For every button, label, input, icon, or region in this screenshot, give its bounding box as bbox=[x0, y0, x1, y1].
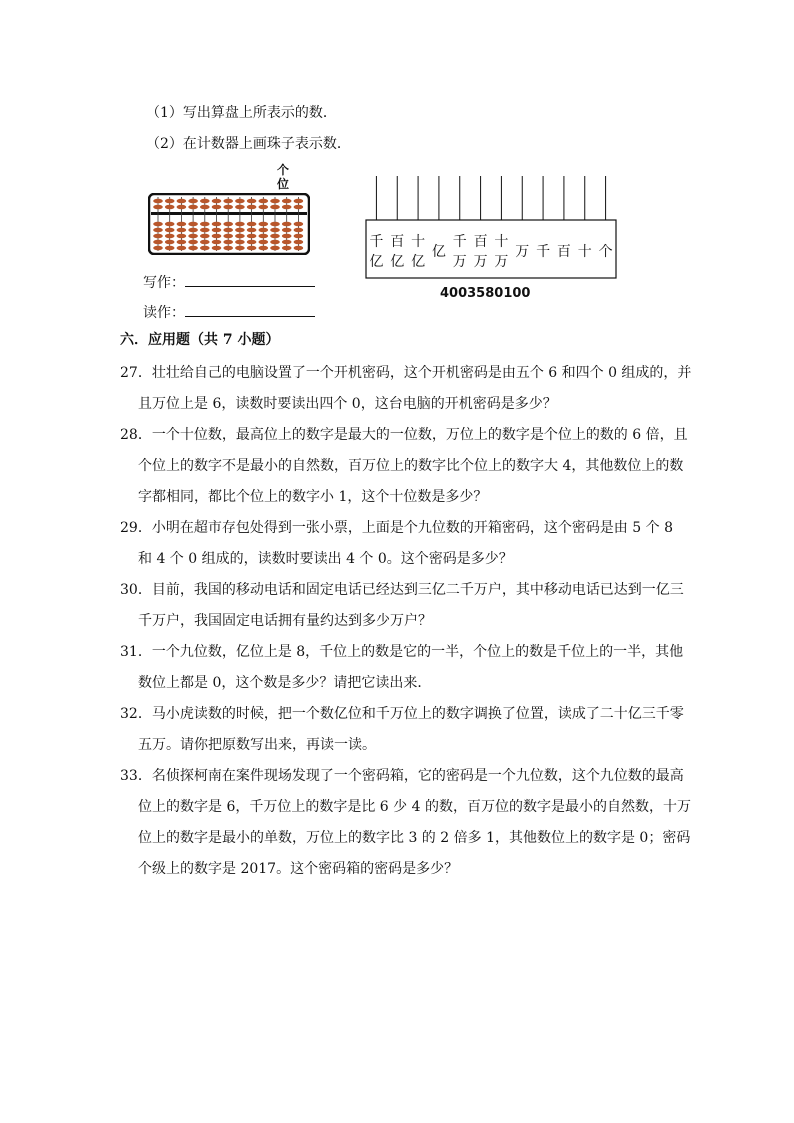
abacus-bead bbox=[247, 246, 257, 251]
counter-place-label-unit: 万 bbox=[452, 254, 467, 270]
abacus-bead bbox=[165, 240, 175, 245]
abacus-bead bbox=[200, 240, 210, 245]
counter-place-label: 百 bbox=[390, 234, 405, 250]
abacus-bead bbox=[188, 199, 198, 204]
counter-place-label: 亿 bbox=[431, 244, 446, 260]
abacus-bead bbox=[165, 246, 175, 251]
abacus-bead bbox=[282, 228, 292, 233]
counter-place-label: 千 bbox=[536, 244, 551, 260]
abacus-bead bbox=[270, 246, 280, 251]
abacus-bead bbox=[259, 240, 269, 245]
abacus-bead bbox=[177, 205, 187, 210]
abacus-bead bbox=[259, 246, 269, 251]
question-line: 个位上的数字不是最小的自然数，百万位上的数字比个位上的数字大 4，其他数位上的数 bbox=[138, 458, 684, 474]
abacus-bead bbox=[188, 234, 198, 239]
question-line: 位上的数字是最小的单数，万位上的数字比 3 的 2 倍多 1，其他数位上的数字是 0；密码 bbox=[138, 830, 691, 846]
abacus-bead bbox=[270, 240, 280, 245]
counter-place-label-unit: 亿 bbox=[369, 254, 384, 270]
abacus-unit-label bbox=[273, 163, 293, 191]
abacus-bead bbox=[247, 240, 257, 245]
counter-place-label-unit: 万 bbox=[473, 254, 488, 270]
abacus-bead bbox=[153, 222, 163, 227]
sub-question-1: （1）写出算盘上所表示的数． bbox=[146, 105, 337, 121]
abacus-bead bbox=[200, 199, 210, 204]
abacus-bead bbox=[270, 199, 280, 204]
counter-place-label: 百 bbox=[556, 244, 571, 260]
abacus-bead bbox=[153, 228, 163, 233]
abacus-bead bbox=[294, 222, 304, 227]
question-33 bbox=[120, 766, 691, 890]
abacus-bead bbox=[270, 222, 280, 227]
abacus-bead bbox=[235, 234, 245, 239]
abacus-bead bbox=[177, 199, 187, 204]
write-label: 写作： bbox=[143, 275, 185, 291]
abacus-bead bbox=[223, 234, 233, 239]
abacus-bead bbox=[212, 222, 222, 227]
abacus-bead bbox=[282, 234, 292, 239]
abacus-bead bbox=[200, 228, 210, 233]
question-29 bbox=[120, 518, 680, 580]
abacus-bead bbox=[200, 205, 210, 210]
abacus-bead bbox=[188, 240, 198, 245]
abacus-bead bbox=[165, 234, 175, 239]
question-27 bbox=[120, 363, 692, 425]
question-line: 字都相同，都比个位上的数字小 1，这个十位数是多少？ bbox=[138, 489, 488, 505]
counter-place-label: 十 bbox=[577, 244, 592, 260]
abacus-bead bbox=[177, 246, 187, 251]
read-row bbox=[143, 302, 315, 322]
abacus-bead bbox=[235, 205, 245, 210]
abacus-bead bbox=[259, 228, 269, 233]
abacus-bead bbox=[223, 205, 233, 210]
abacus-bead bbox=[200, 222, 210, 227]
abacus-bead bbox=[223, 199, 233, 204]
section-title: 六．应用题（共 7 小题） bbox=[120, 332, 280, 348]
abacus-bead bbox=[212, 205, 222, 210]
abacus-beam bbox=[151, 212, 307, 215]
abacus-bead bbox=[294, 234, 304, 239]
abacus-bead bbox=[153, 240, 163, 245]
abacus-bead bbox=[259, 222, 269, 227]
abacus-bead bbox=[212, 199, 222, 204]
write-answer-line[interactable] bbox=[185, 272, 315, 287]
question-list bbox=[120, 363, 692, 890]
abacus-bead bbox=[223, 228, 233, 233]
abacus-bead bbox=[223, 222, 233, 227]
counter-place-label: 百 bbox=[473, 234, 488, 250]
abacus-bead bbox=[235, 246, 245, 251]
abacus-bead bbox=[177, 234, 187, 239]
abacus-bead bbox=[294, 246, 304, 251]
abacus-bead bbox=[270, 228, 280, 233]
abacus-bead bbox=[212, 246, 222, 251]
question-line: 27．壮壮给自己的电脑设置了一个开机密码，这个开机密码是由五个 6 和四个 0 组成的，并 bbox=[120, 365, 692, 381]
abacus-bead bbox=[294, 199, 304, 204]
counter-place-label-unit: 亿 bbox=[390, 254, 405, 270]
abacus-bead bbox=[200, 234, 210, 239]
abacus-bead bbox=[188, 228, 198, 233]
counter-place-label: 十 bbox=[494, 234, 509, 250]
abacus-bead bbox=[188, 205, 198, 210]
abacus-bead bbox=[282, 205, 292, 210]
counter-diagram[interactable] bbox=[360, 176, 622, 280]
abacus-bead bbox=[282, 199, 292, 204]
question-line: 29．小明在超市存包处得到一张小票，上面是个九位数的开箱密码，这个密码是由 5 个 8 bbox=[120, 520, 673, 536]
question-line: 33．名侦探柯南在案件现场发现了一个密码箱，它的密码是一个九位数，这个九位数的最高 bbox=[120, 768, 684, 784]
abacus-bead bbox=[235, 199, 245, 204]
abacus-bead bbox=[294, 228, 304, 233]
abacus-bead bbox=[282, 222, 292, 227]
abacus-bead bbox=[247, 222, 257, 227]
abacus-bead bbox=[165, 222, 175, 227]
abacus-bead bbox=[165, 199, 175, 204]
question-line: 32．马小虎读数的时候，把一个数亿位和千万位上的数字调换了位置，读成了二十亿三千零 bbox=[120, 706, 684, 722]
question-line: 且万位上是 6，读数时要读出四个 0，这台电脑的开机密码是多少？ bbox=[138, 396, 557, 412]
abacus-bead bbox=[270, 234, 280, 239]
question-32 bbox=[120, 704, 684, 766]
abacus-bead bbox=[247, 205, 257, 210]
abacus-bead bbox=[200, 246, 210, 251]
abacus-bead bbox=[188, 246, 198, 251]
counter-place-label: 个 bbox=[598, 244, 613, 260]
counter-place-label: 千 bbox=[369, 234, 384, 250]
question-line: 数位上都是 0，这个数是多少？请把它读出来． bbox=[138, 675, 432, 691]
question-30 bbox=[120, 580, 684, 642]
read-answer-line[interactable] bbox=[185, 302, 315, 317]
write-row bbox=[143, 272, 315, 292]
abacus-unit-label-bottom: 位 bbox=[276, 177, 289, 191]
abacus-bead bbox=[282, 240, 292, 245]
abacus-bead bbox=[259, 205, 269, 210]
question-31 bbox=[120, 642, 684, 704]
question-28 bbox=[120, 425, 688, 518]
abacus-bead bbox=[153, 234, 163, 239]
abacus-bead bbox=[188, 222, 198, 227]
abacus-bead bbox=[294, 205, 304, 210]
counter-place-label: 千 bbox=[452, 234, 467, 250]
abacus-unit-label-top: 个 bbox=[276, 163, 289, 177]
abacus-bead bbox=[165, 228, 175, 233]
counter-place-label: 万 bbox=[515, 244, 530, 260]
abacus-bead bbox=[223, 240, 233, 245]
question-line: 位上的数字是 6，千万位上的数字是比 6 少 4 的数，百万位的数字是最小的自然数，十万 bbox=[138, 799, 691, 815]
abacus-bead bbox=[235, 228, 245, 233]
abacus-image bbox=[148, 193, 310, 255]
counter-place-label-unit: 万 bbox=[494, 254, 509, 270]
abacus-bead bbox=[282, 246, 292, 251]
abacus-bead bbox=[247, 234, 257, 239]
abacus-bead bbox=[153, 246, 163, 251]
abacus-bead bbox=[259, 199, 269, 204]
abacus-bead bbox=[212, 234, 222, 239]
abacus-bead bbox=[259, 234, 269, 239]
abacus-bead bbox=[235, 222, 245, 227]
abacus-bead bbox=[177, 240, 187, 245]
question-line: 五万。请你把原数写出来，再读一读。 bbox=[138, 737, 376, 753]
abacus-bead bbox=[247, 228, 257, 233]
question-line: 和 4 个 0 组成的，读数时要读出 4 个 0。这个密码是多少？ bbox=[138, 551, 513, 567]
counter-number: 4003580100 bbox=[440, 286, 531, 301]
abacus-bead bbox=[294, 240, 304, 245]
question-line: 个级上的数字是 2017。这个密码箱的密码是多少？ bbox=[138, 861, 459, 877]
question-line: 31．一个九位数，亿位上是 8，千位上的数是它的一半，个位上的数是千位上的一半，其他 bbox=[120, 644, 684, 660]
counter-place-label: 十 bbox=[411, 234, 426, 250]
abacus-bead bbox=[247, 199, 257, 204]
question-line: 30．目前，我国的移动电话和固定电话已经达到三亿二千万户，其中移动电话已达到一亿三 bbox=[120, 582, 684, 598]
read-label: 读作： bbox=[143, 305, 185, 321]
question-line: 28．一个十位数，最高位上的数字是最大的一位数，万位上的数字是个位上的数的 6 倍，且 bbox=[120, 427, 688, 443]
abacus-bead bbox=[223, 246, 233, 251]
abacus-bead bbox=[153, 199, 163, 204]
abacus-bead bbox=[270, 205, 280, 210]
abacus-bead bbox=[165, 205, 175, 210]
question-line: 千万户，我国固定电话拥有量约达到多少万户？ bbox=[138, 613, 432, 629]
abacus-bead bbox=[177, 228, 187, 233]
abacus-bead bbox=[153, 205, 163, 210]
abacus-bead bbox=[212, 240, 222, 245]
counter-place-label-unit: 亿 bbox=[411, 254, 426, 270]
abacus-bead bbox=[177, 222, 187, 227]
sub-question-2: （2）在计数器上画珠子表示数． bbox=[146, 136, 351, 152]
abacus-bead bbox=[212, 228, 222, 233]
abacus-bead bbox=[235, 240, 245, 245]
